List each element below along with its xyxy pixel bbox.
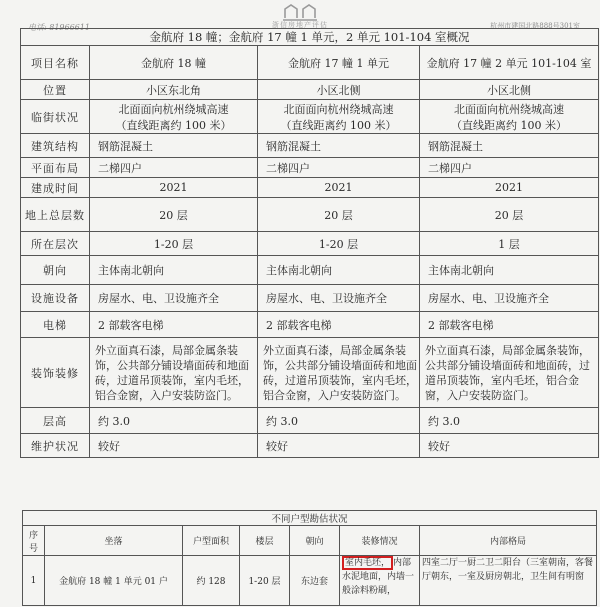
cell-layout-3: 二梯四户 <box>420 158 599 178</box>
cell-floor-1: 1-20 层 <box>90 232 258 256</box>
header-col-3: 金航府 17 幢 2 单元 101-104 室 <box>420 46 599 80</box>
cell-built-2: 2021 <box>258 178 420 198</box>
company-address: 杭州市建国北路888号301室 <box>490 22 580 30</box>
header-col-2: 金航府 17 幢 1 单元 <box>258 46 420 80</box>
cell-street-1: 北面面向杭州绕城高速 （直线距离约 100 米） <box>90 100 258 134</box>
cell-location-3: 小区北侧 <box>420 80 599 100</box>
cell-total-floors-2: 20 层 <box>258 198 420 232</box>
table-row <box>21 134 599 158</box>
row-label-maintenance: 维护状况 <box>21 434 90 458</box>
row-label-decoration: 装饰装修 <box>21 338 90 408</box>
cell-total-floors-3: 20 层 <box>420 198 599 232</box>
row-label-layout: 平面布局 <box>21 158 90 178</box>
header-col-1: 金航府 18 幢 <box>90 46 258 80</box>
cell-storey-height-3: 约 3.0 <box>420 408 599 434</box>
table-row <box>21 232 599 256</box>
table-row <box>21 80 599 100</box>
cell-elevator-2: 2 部载客电梯 <box>258 312 420 338</box>
row-label-location: 位置 <box>21 80 90 100</box>
cell-floor: 1-20 层 <box>240 556 290 606</box>
cell-floor-3: 1 层 <box>420 232 599 256</box>
cell-no: 1 <box>23 556 45 606</box>
row-label-facilities: 设施设备 <box>21 285 90 312</box>
cell-area: 约 128 <box>183 556 240 606</box>
overview-table <box>20 28 599 458</box>
cell-location-2: 小区北侧 <box>258 80 420 100</box>
cell-facilities-1: 房屋水、电、卫设施齐全 <box>90 285 258 312</box>
logo-icon <box>282 2 318 22</box>
row-label-floor: 所在层次 <box>21 232 90 256</box>
table-row <box>21 434 599 458</box>
col-header-no: 序号 <box>23 526 45 556</box>
cell-layout-1: 二梯四户 <box>90 158 258 178</box>
header-label: 项目名称 <box>21 46 90 80</box>
table-row <box>23 556 597 606</box>
table-title: 金航府 18 幢；金航府 17 幢 1 单元，2 单元 101-104 室概况 <box>21 29 599 46</box>
table-row <box>21 158 599 178</box>
table-row <box>21 178 599 198</box>
cell-maintenance-3: 较好 <box>420 434 599 458</box>
cell-orientation-2: 主体南北朝向 <box>258 256 420 285</box>
col-header-location: 坐落 <box>45 526 183 556</box>
highlight-box: 室内毛坯， <box>342 556 393 570</box>
col-header-layout: 内部格局 <box>420 526 597 556</box>
decoration-rest: 内部水泥地面，内墙一般涂料粉刷， <box>342 558 415 596</box>
cell-structure-2: 钢筋混凝土 <box>258 134 420 158</box>
row-label-structure: 建筑结构 <box>21 134 90 158</box>
cell-orientation-1: 主体南北朝向 <box>90 256 258 285</box>
table-row <box>21 285 599 312</box>
table-row <box>21 338 599 408</box>
table-row <box>21 312 599 338</box>
table-row <box>21 256 599 285</box>
cell-built-1: 2021 <box>90 178 258 198</box>
table-row <box>21 198 599 232</box>
row-label-orientation: 朝向 <box>21 256 90 285</box>
cell-facilities-2: 房屋水、电、卫设施齐全 <box>258 285 420 312</box>
phone-number: 电话: 81966611 <box>28 23 90 32</box>
company-name: 浙信房地产评估 <box>272 21 328 29</box>
cell-floor-2: 1-20 层 <box>258 232 420 256</box>
cell-orientation-3: 主体南北朝向 <box>420 256 599 285</box>
cell-orientation: 东边套 <box>290 556 340 606</box>
cell-decoration-2: 外立面真石漆，局部金属条装饰，公共部分铺设墙面砖和地面砖，过道吊顶装饰，室内毛坯，铝合金窗，入户安装防盗门。 <box>258 338 420 408</box>
cell-layout-2: 二梯四户 <box>258 158 420 178</box>
cell-location-1: 小区东北角 <box>90 80 258 100</box>
cell-structure-3: 钢筋混凝土 <box>420 134 599 158</box>
cell-storey-height-2: 约 3.0 <box>258 408 420 434</box>
cell-storey-height-1: 约 3.0 <box>90 408 258 434</box>
row-label-street: 临街状况 <box>21 100 90 134</box>
cell-built-3: 2021 <box>420 178 599 198</box>
table-row <box>21 408 599 434</box>
cell-maintenance-2: 较好 <box>258 434 420 458</box>
row-label-storey-height: 层高 <box>21 408 90 434</box>
cell-decoration-3: 外立面真石漆，局部金属条装饰，公共部分铺设墙面砖和地面砖，过道吊顶装饰，室内毛坯，铝合金窗，入户安装防盗门。 <box>420 338 599 408</box>
table-title: 不同户型勘估状况 <box>23 511 597 526</box>
cell-maintenance-1: 较好 <box>90 434 258 458</box>
col-header-orientation: 朝向 <box>290 526 340 556</box>
cell-facilities-3: 房屋水、电、卫设施齐全 <box>420 285 599 312</box>
cell-elevator-1: 2 部载客电梯 <box>90 312 258 338</box>
cell-decoration-1: 外立面真石漆，局部金属条装饰，公共部分铺设墙面砖和地面砖，过道吊顶装饰，室内毛坯，铝合金窗，入户安装防盗门。 <box>90 338 258 408</box>
cell-layout: 四室二厅一厨二卫二阳台（三室朝南，客餐厅朝东，一室及厨房朝北，卫生间有明窗 <box>420 556 597 606</box>
table-row <box>21 100 599 134</box>
col-header-floor: 楼层 <box>240 526 290 556</box>
cell-elevator-3: 2 部载客电梯 <box>420 312 599 338</box>
cell-street-3: 北面面向杭州绕城高速 （直线距离约 100 米） <box>420 100 599 134</box>
row-label-total-floors: 地上总层数 <box>21 198 90 232</box>
unit-survey-table <box>22 510 597 606</box>
cell-street-2: 北面面向杭州绕城高速 （直线距离约 100 米） <box>258 100 420 134</box>
cell-structure-1: 钢筋混凝土 <box>90 134 258 158</box>
cell-decoration <box>340 556 420 606</box>
cell-location: 金航府 18 幢 1 单元 01 户 <box>45 556 183 606</box>
col-header-area: 户型面积 <box>183 526 240 556</box>
row-label-elevator: 电梯 <box>21 312 90 338</box>
row-label-built: 建成时间 <box>21 178 90 198</box>
cell-total-floors-1: 20 层 <box>90 198 258 232</box>
col-header-decoration: 装修情况 <box>340 526 420 556</box>
